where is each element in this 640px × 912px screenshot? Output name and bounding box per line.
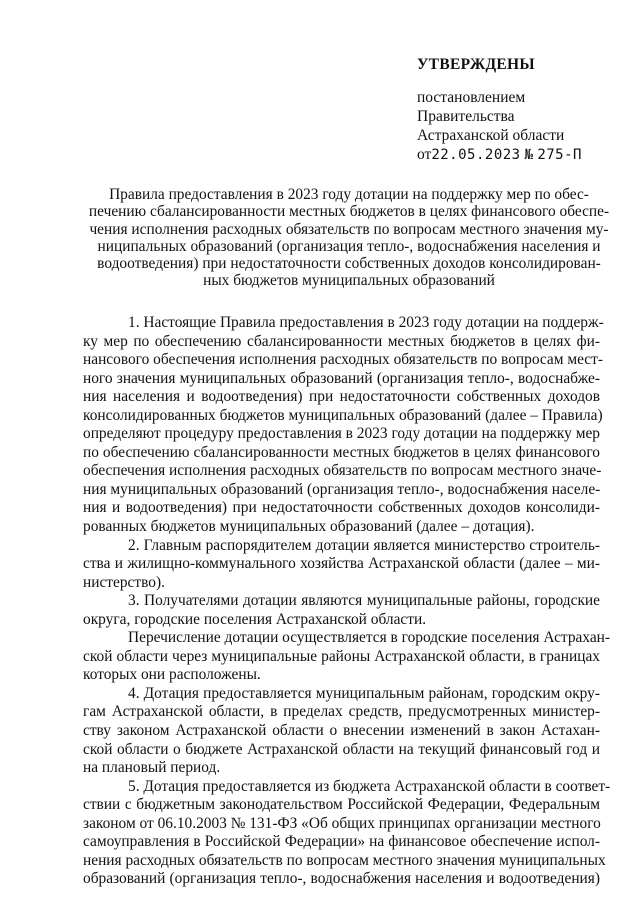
paragraph <box>83 629 611 685</box>
approval-line: постановлением <box>417 89 526 106</box>
title-line: Правила предоставления в 2023 году дотации на поддержку мер по обес- <box>109 186 589 203</box>
paragraph-line: 5. Дотация предоставляется из бюджета Астраханской области в соответ- <box>128 777 611 795</box>
paragraph <box>83 592 600 629</box>
title-line: ниципальных образований (организация тепло-, водоснабжения населения и <box>97 237 601 255</box>
paragraph-line: нистерство). <box>83 573 165 591</box>
paragraph-line: обеспечения исполнения расходных обязательств по вопросам местного значе- <box>83 462 602 480</box>
paragraph-line: гам Астраханской области, в пределах средств, предусмотренных министер- <box>83 703 600 721</box>
approval-date: 22.05.2023 <box>431 147 521 163</box>
paragraph-line: самоуправления в Российской Федерации» на финансовое обеспечение испол- <box>83 833 600 851</box>
paragraph-line: 1. Настоящие Правила предоставления в 2023 году дотации на поддерж- <box>128 314 604 331</box>
paragraph-line: 3. Получателями дотации являются муниципальные районы, городские <box>128 592 600 610</box>
paragraph <box>83 537 600 593</box>
paragraph <box>83 685 600 778</box>
paragraph-line: округа, городские поселения Астраханской области. <box>83 610 427 628</box>
title-line: водоотведения) при недостаточности собственных доходов консолидирован- <box>97 255 601 273</box>
paragraph-line: ния и водоотведения) при недостаточности собственных доходов консолиди- <box>83 499 600 517</box>
paragraph-line: рованных бюджетов муниципальных образований (далее – дотация). <box>83 518 535 536</box>
paragraph-line: нансового обеспечения исполнения расходных обязательств по вопросам мест- <box>83 351 603 369</box>
title-line: ных бюджетов муниципальных образований <box>203 272 495 290</box>
paragraph-line: ку мер по обеспечению сбалансированности местных бюджетов в целях фи- <box>83 332 600 350</box>
approval-line: Астраханской области <box>417 127 565 144</box>
paragraph <box>83 777 611 889</box>
paragraph-line: ного значения муниципальных образований (организация тепло-, водоснабже- <box>83 369 600 387</box>
paragraph <box>83 314 604 537</box>
approval-date-line <box>417 145 627 165</box>
paragraph-line: ской области о бюджете Астраханской области на текущий финансовый год и <box>83 740 600 758</box>
paragraph-line: ству законом Астраханской области о внесении изменений в закон Астахан- <box>83 722 600 740</box>
paragraph-line: законом от 06.10.2003 № 131-ФЗ «Об общих принципах организации местного <box>83 814 601 832</box>
approval-number: 275-П <box>537 147 582 163</box>
approval-number-sign: № <box>524 147 534 163</box>
paragraph-line: ства и жилищно-коммунального хозяйства Астраханской области (далее – ми- <box>83 555 600 573</box>
paragraph-line: ния населения и водоотведения) при недостаточности собственных доходов <box>83 388 600 406</box>
approval-block <box>417 55 627 165</box>
title-line: чения исполнения расходных обязательств по вопросам местного значения му- <box>89 220 609 238</box>
paragraph-line: консолидированных бюджетов муниципальных образований (далее – Правила) <box>83 406 603 424</box>
paragraph-line: 2. Главным распорядителем дотации является министерство строитель- <box>128 536 600 554</box>
paragraph-line: Перечисление дотации осуществляется в городские поселения Астрахан- <box>128 629 611 647</box>
paragraph-line: 4. Дотация предоставляется муниципальным районам, городским окру- <box>128 684 600 702</box>
paragraph-line: ния муниципальных образований (организация тепло-, водоснабжения населе- <box>83 480 601 498</box>
approval-heading: УТВЕРЖДЕНЫ <box>417 56 535 73</box>
paragraph-line: по обеспечению сбалансированности местных бюджетов в целях финансового <box>83 443 600 461</box>
paragraph-line: которых они расположены. <box>83 666 261 684</box>
document-title <box>84 186 614 290</box>
document-body <box>83 314 611 889</box>
paragraph-line: ствии с бюджетным законодательством Российской Федерации, Федеральным <box>83 796 600 814</box>
paragraph-line: на плановый период. <box>83 759 221 777</box>
paragraph-line: определяют процедуру предоставления в 2023 году дотации на поддержку мер <box>83 425 600 443</box>
title-line: печению сбалансированности местных бюджетов в целях финансового обеспе- <box>88 203 610 221</box>
paragraph-line: ской области через муниципальные районы Астраханской области, в границах <box>83 647 600 665</box>
paragraph-line: образований (организация тепло-, водоснабжения населения и водоотведения) <box>83 870 600 888</box>
paragraph-line: нения расходных обязательств по вопросам местного значения муниципальных <box>83 851 606 869</box>
approval-line: Правительства <box>417 108 515 125</box>
approval-date-prefix: от <box>417 146 432 163</box>
